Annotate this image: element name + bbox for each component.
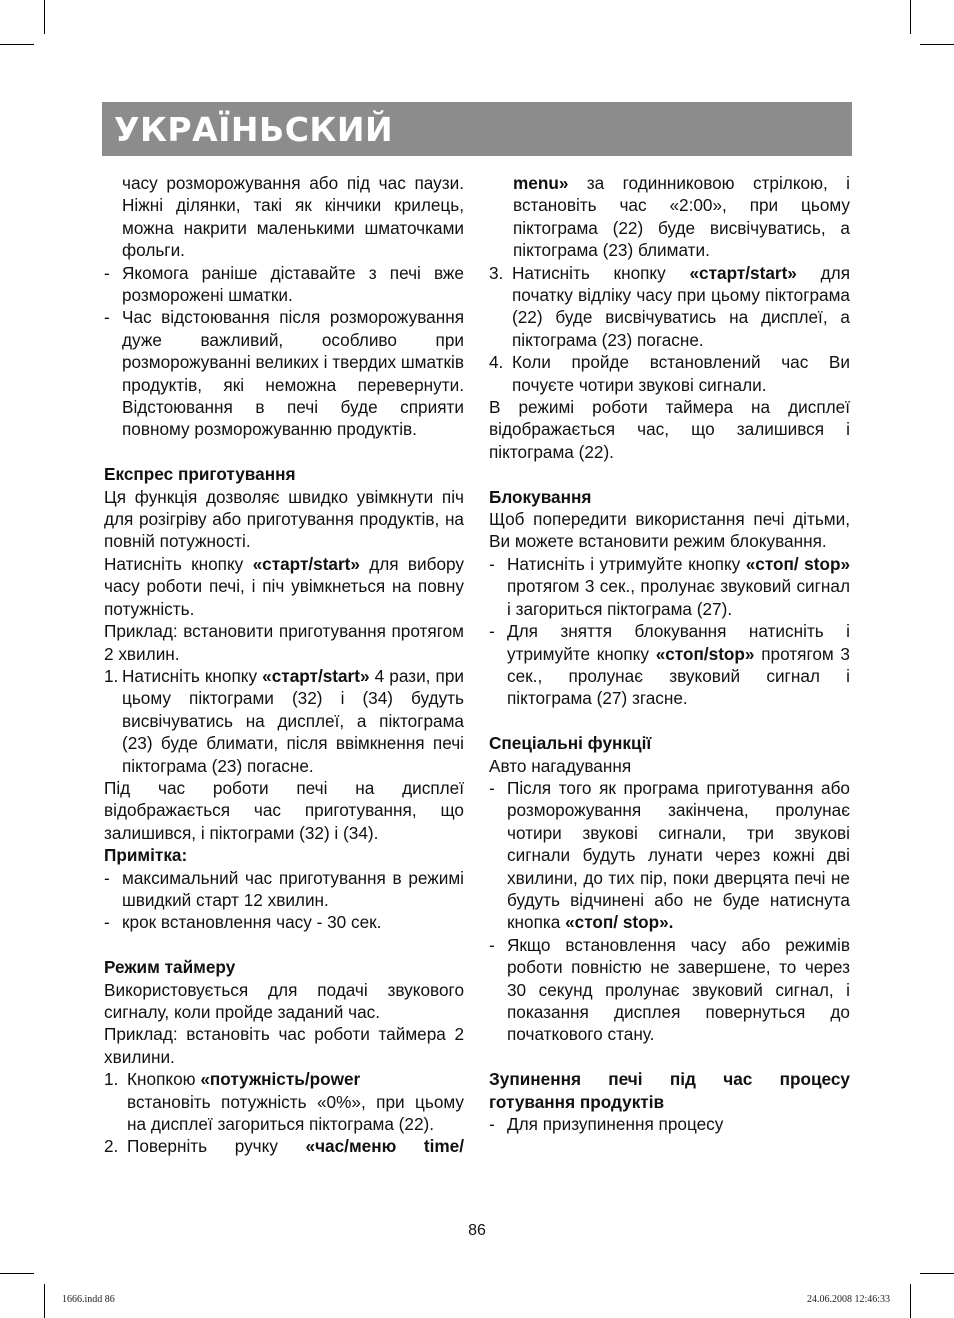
list-item-text: Якомога раніше діставайте з печі вже розморожені шматки.	[122, 262, 464, 306]
note-heading: Примітка:	[104, 845, 188, 866]
numbered-item: 1. Кнопкою «потужність/power встановіть потужність «0%», при цьому на дисплеї загориться піктограма (22).	[104, 1069, 464, 1135]
paragraph: часу розморожування або під час паузи. Ніжні ділянки, такі як кінчики крилець, можна накрити маленькими шматочками фольги.	[122, 173, 464, 261]
paragraph: Приклад: встановіть час роботи таймера 2 хвилини.	[104, 1024, 464, 1067]
section-heading: Експрес приготування	[104, 464, 296, 485]
crop-mark	[44, 1284, 45, 1318]
list-item-text: Коли пройде встановлений час Ви почуєте чотири звукові сигнали.	[512, 352, 850, 395]
button-name: «стоп/ stop».	[565, 912, 674, 933]
paragraph: Приклад: встановити приготування протягом 2 хвилин.	[104, 621, 464, 664]
slug-file-info: 1666.indd 86	[62, 1294, 115, 1305]
numbered-item: 1. Натисніть кнопку «старт/start» 4 рази, при цьому піктограми (32) і (34) будуть висвічуватись на дисплеї, а піктограма (23) буде блимати, після ввімкнення печі піктограма (23) погасне.	[104, 665, 464, 776]
section-heading: Зупинення печі під час процесу готування продуктів	[489, 1069, 850, 1112]
paragraph: Натисніть кнопку «старт/start» для вибору часу роботи печі, і піч увімкнеться на повну потужність.	[104, 553, 465, 619]
section-heading: Режим таймеру	[104, 957, 236, 978]
list-item-text: максимальний час приготування в режимі швидкий старт 12 хвилин.	[122, 867, 464, 910]
list-item-text: Натисніть і утримуйте кнопку «стоп/ stop» протягом 3 сек., пролунає звуковий сигнал і загориться піктограма (27).	[507, 553, 851, 619]
list-item-text: Натисніть кнопку «старт/start» для початку відліку часу при цьому піктограма (22) буде висвічуватись на дисплеї, а піктограма (23) погасне.	[512, 262, 850, 350]
page-title: УКРАЇНЬСКИЙ	[114, 110, 394, 149]
button-name: «старт/start»	[252, 553, 360, 574]
button-name: «потужність/power	[200, 1069, 361, 1090]
list-item-text: Натисніть кнопку «старт/start» 4 рази, при цьому піктограми (32) і (34) будуть висвічуватись на дисплеї, а піктограма (23) буде блимати, після ввімкнення печі піктограма (23) погасне.	[122, 665, 464, 776]
numbered-item: 2. Поверніть ручку «час/меню time/	[104, 1136, 464, 1157]
list-item: - Після того як програма приготування або розморожування закінчена, пролунає чотири звукові сигнали, три звукові сигнали будуть лунати через кожні дві хвилини, до тих пір, поки дверцята печі не будуть відчинені або не буде натиснута кнопка «стоп/ stop».	[489, 777, 850, 933]
crop-mark	[920, 1273, 954, 1274]
right-column	[489, 172, 850, 1135]
list-item-text: Після того як програма приготування або розморожування закінчена, пролунає чотири звукові сигнали, три звукові сигнали будуть лунати через кожні дві хвилини, до тих пір, поки дверцята печі не будуть відчинені або не буде натиснута кнопка «стоп/ stop».	[507, 777, 850, 933]
crop-mark	[0, 44, 34, 45]
list-item: - максимальний час приготування в режимі швидкий старт 12 хвилин.	[104, 867, 464, 910]
crop-mark	[0, 1273, 34, 1274]
paragraph: Авто нагадування	[489, 755, 632, 776]
list-item-text: Кнопкою «потужність/power встановіть потужність «0%», при цьому на дисплеї загориться піктограма (22).	[127, 1069, 464, 1135]
button-name: «стоп/ stop»	[745, 553, 851, 574]
paragraph: Використовується для подачі звукового сигналу, коли пройде заданий час.	[104, 979, 464, 1022]
section-heading: Спеціальні функції	[489, 733, 652, 754]
button-name: «старт/start»	[262, 665, 370, 686]
list-item-text: крок встановлення часу - 30 сек.	[122, 912, 382, 933]
crop-mark	[920, 44, 954, 45]
list-item-text: Для призупинення процесу	[507, 1114, 724, 1135]
button-name: «старт/start»	[689, 262, 797, 283]
crop-mark	[910, 1284, 911, 1318]
button-name: menu»	[513, 173, 569, 193]
section-heading: Блокування	[489, 486, 592, 507]
list-item: - Для зняття блокування натисніть і утримуйте кнопку «стоп/stop» протягом 3 сек., пролунає звуковий сигнал і піктограма (27) згасне.	[489, 621, 850, 709]
language-header-bar	[102, 102, 852, 156]
numbered-item: 4. Коли пройде встановлений час Ви почуєте чотири звукові сигнали.	[489, 352, 850, 395]
list-item: - крок встановлення часу - 30 сек.	[104, 911, 464, 933]
list-item: - Для призупинення процесу	[489, 1113, 850, 1135]
paragraph: menu» за годинниковою стрілкою, і встановіть час «2:00», при цьому піктограма (22) буде висвічуватись, а піктограма (23) блимати.	[513, 173, 850, 261]
crop-mark	[910, 0, 911, 34]
page-number: 86	[468, 1222, 486, 1239]
list-item: - Якомога раніше діставайте з печі вже розморожені шматки.	[104, 262, 464, 306]
list-item-text: Для зняття блокування натисніть і утримуйте кнопку «стоп/stop» протягом 3 сек., пролунає звуковий сигнал і піктограма (27) згасне.	[507, 621, 850, 709]
left-column	[104, 172, 464, 1158]
slug-date-info: 24.06.2008 12:46:33	[806, 1294, 890, 1305]
button-name: «час/меню time/	[305, 1136, 464, 1157]
paragraph: В режимі роботи таймера на дисплеї відображається час, що залишився і піктограма (22).	[489, 397, 850, 462]
list-item: - Час відстоювання після розморожування дуже важливий, особливо при розморожуванні великих і твердих шматків продуктів, які неможна перевернути. Відстоювання в печі буде сприяти повному розморожуванню продуктів.	[104, 307, 464, 440]
list-item-text: Час відстоювання після розморожування дуже важливий, особливо при розморожуванні великих і твердих шматків продуктів, які неможна перевернути. Відстоювання в печі буде сприяти повному розморожуванню продуктів.	[122, 307, 464, 440]
paragraph: Ця функція дозволяє швидко увімкнути піч для розігріву або приготування продуктів, на повній потужності.	[104, 486, 464, 552]
list-item: - Натисніть і утримуйте кнопку «стоп/ stop» протягом 3 сек., пролунає звуковий сигнал і загориться піктограма (27).	[489, 553, 851, 619]
numbered-item: 3. Натисніть кнопку «старт/start» для початку відліку часу при цьому піктограма (22) буде висвічуватись на дисплеї, а піктограма (23) погасне.	[489, 262, 850, 350]
paragraph: Щоб попередити використання печі дітьми, Ви можете встановити режим блокування.	[489, 509, 850, 552]
crop-mark	[44, 0, 45, 34]
list-item-text: Якщо встановлення часу або режимів роботи повністю не завершене, то через 30 секунд пролунає звуковий сигнал, і показання дисплея повернуться до початкового стану.	[507, 934, 850, 1045]
button-name: «стоп/stop»	[655, 643, 755, 664]
paragraph: Під час роботи печі на дисплеї відображається час приготування, що залишився, і піктограми (32) і (34).	[104, 777, 464, 843]
list-item-text: Поверніть ручку «час/меню time/	[127, 1136, 464, 1157]
list-item: - Якщо встановлення часу або режимів роботи повністю не завершене, то через 30 секунд пролунає звуковий сигнал, і показання дисплея повернуться до початкового стану.	[489, 934, 850, 1045]
